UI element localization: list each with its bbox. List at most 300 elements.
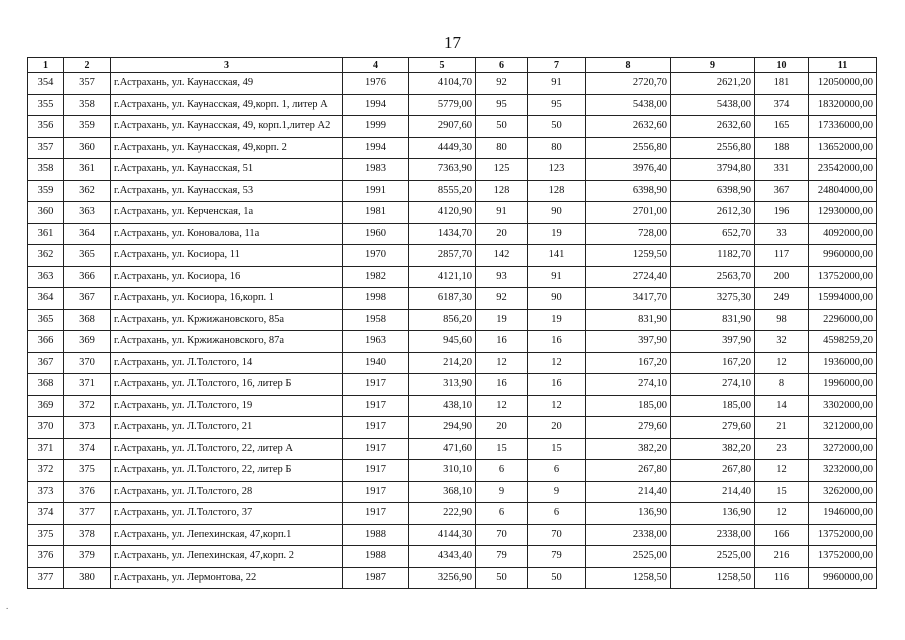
table-cell: 360	[64, 137, 111, 159]
table-row	[28, 481, 877, 503]
table-cell: 216	[755, 546, 809, 568]
table-cell: 374	[28, 503, 64, 525]
table-row	[28, 524, 877, 546]
table-cell: 377	[28, 567, 64, 589]
table-cell: 375	[64, 460, 111, 482]
table-cell: 222,90	[409, 503, 476, 525]
table-cell: 2563,70	[671, 266, 755, 288]
table-cell: 50	[476, 116, 528, 138]
table-cell: 368	[64, 309, 111, 331]
table-cell: 2724,40	[586, 266, 671, 288]
table-cell: 3272000,00	[809, 438, 877, 460]
table-cell: 382,20	[671, 438, 755, 460]
table-cell: 214,20	[409, 352, 476, 374]
table-cell: 1982	[343, 266, 409, 288]
table-cell: 359	[64, 116, 111, 138]
table-cell: 6	[476, 460, 528, 482]
column-header: 5	[409, 58, 476, 73]
table-row	[28, 137, 877, 159]
table-cell: 1988	[343, 524, 409, 546]
table-cell: 1936000,00	[809, 352, 877, 374]
table-cell: 371	[64, 374, 111, 396]
table-cell: 3976,40	[586, 159, 671, 181]
table-cell: г.Астрахань, ул. Лепехинская, 47,корп.1	[111, 524, 343, 546]
table-cell: 91	[528, 73, 586, 95]
table-cell: 21	[755, 417, 809, 439]
table-cell: г.Астрахань, ул. Л.Толстого, 28	[111, 481, 343, 503]
table-cell: 92	[476, 73, 528, 95]
table-cell: г.Астрахань, ул. Каунасская, 51	[111, 159, 343, 181]
table-cell: 279,60	[586, 417, 671, 439]
table-cell: 19	[528, 223, 586, 245]
table-cell: 13752000,00	[809, 266, 877, 288]
table-cell: 4104,70	[409, 73, 476, 95]
table-row	[28, 309, 877, 331]
table-cell: 136,90	[671, 503, 755, 525]
table-cell: 370	[28, 417, 64, 439]
table-cell: 3302000,00	[809, 395, 877, 417]
table-row	[28, 73, 877, 95]
table-cell: 2907,60	[409, 116, 476, 138]
table-row	[28, 352, 877, 374]
table-cell: 373	[64, 417, 111, 439]
table-cell: 1970	[343, 245, 409, 267]
table-cell: 2621,20	[671, 73, 755, 95]
table-cell: 4144,30	[409, 524, 476, 546]
column-header: 11	[809, 58, 877, 73]
table-cell: 16	[528, 374, 586, 396]
table-cell: 331	[755, 159, 809, 181]
table-cell: 200	[755, 266, 809, 288]
table-cell: 12	[476, 352, 528, 374]
table-cell: 16	[476, 331, 528, 353]
table-cell: 50	[528, 567, 586, 589]
table-cell: 167,20	[586, 352, 671, 374]
table-cell: 214,40	[586, 481, 671, 503]
table-cell: 15994000,00	[809, 288, 877, 310]
table-row	[28, 438, 877, 460]
table-cell: 3262000,00	[809, 481, 877, 503]
table-cell: 23	[755, 438, 809, 460]
table-cell: 4120,90	[409, 202, 476, 224]
table-cell: 20	[528, 417, 586, 439]
table-cell: 1960	[343, 223, 409, 245]
table-cell: 20	[476, 417, 528, 439]
table-cell: г.Астрахань, ул. Косиора, 16	[111, 266, 343, 288]
table-row	[28, 180, 877, 202]
table-cell: 17336000,00	[809, 116, 877, 138]
table-cell: 2525,00	[586, 546, 671, 568]
table-cell: 368,10	[409, 481, 476, 503]
table-cell: 379	[64, 546, 111, 568]
table-cell: 367	[755, 180, 809, 202]
table-cell: 3256,90	[409, 567, 476, 589]
table-row	[28, 159, 877, 181]
table-row	[28, 417, 877, 439]
table-cell: 359	[28, 180, 64, 202]
table-cell: г.Астрахань, ул. Л.Толстого, 14	[111, 352, 343, 374]
table-cell: 365	[64, 245, 111, 267]
table-cell: 3275,30	[671, 288, 755, 310]
table-cell: 214,40	[671, 481, 755, 503]
table-cell: 4092000,00	[809, 223, 877, 245]
page-number: 17	[444, 33, 461, 52]
table-row	[28, 395, 877, 417]
table-row	[28, 266, 877, 288]
table-cell: 5779,00	[409, 94, 476, 116]
table-cell: 24804000,00	[809, 180, 877, 202]
table-row	[28, 567, 877, 589]
column-header: 7	[528, 58, 586, 73]
table-cell: 1917	[343, 481, 409, 503]
table-cell: 376	[28, 546, 64, 568]
table-row	[28, 374, 877, 396]
table-cell: 15	[528, 438, 586, 460]
table-cell: г.Астрахань, ул. Л.Толстого, 16, литер Б	[111, 374, 343, 396]
table-cell: 4343,40	[409, 546, 476, 568]
table-cell: г.Астрахань, ул. Л.Толстого, 21	[111, 417, 343, 439]
table-cell: 3232000,00	[809, 460, 877, 482]
table-cell: 370	[64, 352, 111, 374]
table-cell: 12	[755, 503, 809, 525]
table-cell: 19	[528, 309, 586, 331]
table-cell: 1946000,00	[809, 503, 877, 525]
table-cell: 1994	[343, 94, 409, 116]
table-cell: 1983	[343, 159, 409, 181]
table-cell: 32	[755, 331, 809, 353]
table-cell: 2857,70	[409, 245, 476, 267]
table-cell: 4121,10	[409, 266, 476, 288]
table-cell: 831,90	[671, 309, 755, 331]
table-cell: 831,90	[586, 309, 671, 331]
table-cell: г.Астрахань, ул. Л.Толстого, 22, литер Б	[111, 460, 343, 482]
table-cell: г.Астрахань, ул. Косиора, 11	[111, 245, 343, 267]
table-cell: 356	[28, 116, 64, 138]
table-cell: 98	[755, 309, 809, 331]
table-body	[28, 73, 877, 589]
column-header: 3	[111, 58, 343, 73]
table-cell: 363	[64, 202, 111, 224]
table-cell: 1998	[343, 288, 409, 310]
table-cell: 1996000,00	[809, 374, 877, 396]
table-cell: 166	[755, 524, 809, 546]
table-cell: 92	[476, 288, 528, 310]
table-cell: 23542000,00	[809, 159, 877, 181]
table-cell: 397,90	[671, 331, 755, 353]
table-cell: 16	[476, 374, 528, 396]
column-header: 9	[671, 58, 755, 73]
table-cell: 1917	[343, 503, 409, 525]
table-cell: 1958	[343, 309, 409, 331]
table-cell: 371	[28, 438, 64, 460]
table-cell: 8555,20	[409, 180, 476, 202]
table-cell: 1994	[343, 137, 409, 159]
table-cell: 267,80	[671, 460, 755, 482]
table-cell: 185,00	[586, 395, 671, 417]
table-cell: 12050000,00	[809, 73, 877, 95]
table-row	[28, 245, 877, 267]
table-cell: 274,10	[671, 374, 755, 396]
table-cell: г.Астрахань, ул. Каунасская, 49, корп.1,литер А2	[111, 116, 343, 138]
table-cell: 362	[64, 180, 111, 202]
table-cell: 13752000,00	[809, 546, 877, 568]
table-cell: г.Астрахань, ул. Каунасская, 49,корп. 2	[111, 137, 343, 159]
table-cell: 1917	[343, 460, 409, 482]
table-cell: г.Астрахань, ул. Л.Толстого, 19	[111, 395, 343, 417]
table-cell: 2338,00	[671, 524, 755, 546]
table-cell: 369	[64, 331, 111, 353]
column-header-row	[28, 58, 877, 73]
table-cell: 141	[528, 245, 586, 267]
table-cell: 80	[528, 137, 586, 159]
table-cell: г.Астрахань, ул. Коновалова, 11а	[111, 223, 343, 245]
table-cell: 376	[64, 481, 111, 503]
table-cell: 15	[755, 481, 809, 503]
table-row	[28, 460, 877, 482]
table-cell: 1917	[343, 438, 409, 460]
table-cell: 5438,00	[671, 94, 755, 116]
table-cell: 1991	[343, 180, 409, 202]
table-cell: 3212000,00	[809, 417, 877, 439]
table-cell: 267,80	[586, 460, 671, 482]
table-cell: 9960000,00	[809, 567, 877, 589]
table-cell: 856,20	[409, 309, 476, 331]
table-cell: 91	[528, 266, 586, 288]
table-cell: 70	[528, 524, 586, 546]
table-cell: 1976	[343, 73, 409, 95]
table-cell: 1182,70	[671, 245, 755, 267]
table-cell: 364	[28, 288, 64, 310]
table-cell: г.Астрахань, ул. Кржижановского, 87а	[111, 331, 343, 353]
table-cell: 6	[528, 460, 586, 482]
table-cell: 358	[64, 94, 111, 116]
table-cell: 274,10	[586, 374, 671, 396]
table-cell: 1434,70	[409, 223, 476, 245]
table-cell: 50	[528, 116, 586, 138]
table-cell: 397,90	[586, 331, 671, 353]
table-cell: 117	[755, 245, 809, 267]
table-cell: 116	[755, 567, 809, 589]
table-cell: г.Астрахань, ул. Кржижановского, 85а	[111, 309, 343, 331]
table-cell: 1258,50	[586, 567, 671, 589]
table-cell: 372	[28, 460, 64, 482]
table-cell: 95	[528, 94, 586, 116]
table-cell: 378	[64, 524, 111, 546]
table-cell: 368	[28, 374, 64, 396]
table-cell: 6	[528, 503, 586, 525]
table-cell: 13752000,00	[809, 524, 877, 546]
table-cell: 93	[476, 266, 528, 288]
table-cell: 3794,80	[671, 159, 755, 181]
table-cell: 361	[28, 223, 64, 245]
table-cell: 1987	[343, 567, 409, 589]
table-cell: 2525,00	[671, 546, 755, 568]
table-cell: 1258,50	[671, 567, 755, 589]
table-cell: 70	[476, 524, 528, 546]
table-cell: 188	[755, 137, 809, 159]
table-row	[28, 116, 877, 138]
table-cell: 14	[755, 395, 809, 417]
table-cell: г.Астрахань, ул. Каунасская, 49,корп. 1, литер А	[111, 94, 343, 116]
table-cell: 79	[528, 546, 586, 568]
table-cell: г.Астрахань, ул. Косиора, 16,корп. 1	[111, 288, 343, 310]
table-cell: 367	[64, 288, 111, 310]
table-cell: 1917	[343, 417, 409, 439]
table-cell: 357	[64, 73, 111, 95]
table-cell: 196	[755, 202, 809, 224]
table-cell: г.Астрахань, ул. Каунасская, 53	[111, 180, 343, 202]
table-cell: 279,60	[671, 417, 755, 439]
table-cell: 6398,90	[586, 180, 671, 202]
table-cell: 6	[476, 503, 528, 525]
table-cell: 945,60	[409, 331, 476, 353]
table-cell: 1988	[343, 546, 409, 568]
table-cell: 9	[476, 481, 528, 503]
table-cell: 33	[755, 223, 809, 245]
table-cell: 652,70	[671, 223, 755, 245]
column-header: 8	[586, 58, 671, 73]
table-cell: 123	[528, 159, 586, 181]
table-cell: 294,90	[409, 417, 476, 439]
table-cell: 1259,50	[586, 245, 671, 267]
table-cell: 374	[755, 94, 809, 116]
table-row	[28, 503, 877, 525]
table-cell: 181	[755, 73, 809, 95]
table-cell: 360	[28, 202, 64, 224]
table-cell: 1940	[343, 352, 409, 374]
table-cell: 310,10	[409, 460, 476, 482]
table-cell: 142	[476, 245, 528, 267]
table-cell: 366	[64, 266, 111, 288]
table-cell: 372	[64, 395, 111, 417]
table-cell: 15	[476, 438, 528, 460]
table-cell: 1917	[343, 374, 409, 396]
table-cell: 2701,00	[586, 202, 671, 224]
table-cell: 2720,70	[586, 73, 671, 95]
table-cell: 128	[528, 180, 586, 202]
table-cell: г.Астрахань, ул. Каунасская, 49	[111, 73, 343, 95]
table-cell: 366	[28, 331, 64, 353]
table-cell: 2632,60	[586, 116, 671, 138]
table-cell: 5438,00	[586, 94, 671, 116]
table-cell: 125	[476, 159, 528, 181]
column-header: 6	[476, 58, 528, 73]
table-cell: г.Астрахань, ул. Л.Толстого, 37	[111, 503, 343, 525]
table-cell: 380	[64, 567, 111, 589]
housing-register-table	[27, 57, 877, 589]
table-cell: 12	[528, 395, 586, 417]
table-cell: 185,00	[671, 395, 755, 417]
table-cell: г.Астрахань, ул. Лепехинская, 47,корп. 2	[111, 546, 343, 568]
table-cell: 12	[528, 352, 586, 374]
table-cell: 363	[28, 266, 64, 288]
table-cell: 12	[476, 395, 528, 417]
table-cell: 50	[476, 567, 528, 589]
table-cell: 12	[755, 352, 809, 374]
table-cell: 471,60	[409, 438, 476, 460]
table-cell: 728,00	[586, 223, 671, 245]
table-cell: 361	[64, 159, 111, 181]
table-cell: 167,20	[671, 352, 755, 374]
table-cell: 6398,90	[671, 180, 755, 202]
table-row	[28, 94, 877, 116]
table-cell: 354	[28, 73, 64, 95]
table-cell: 249	[755, 288, 809, 310]
table-cell: 1917	[343, 395, 409, 417]
table-cell: 16	[528, 331, 586, 353]
table-cell: 90	[528, 288, 586, 310]
column-header: 4	[343, 58, 409, 73]
table-cell: 313,90	[409, 374, 476, 396]
table-cell: 362	[28, 245, 64, 267]
table-cell: 8	[755, 374, 809, 396]
table-cell: 358	[28, 159, 64, 181]
table-cell: 20	[476, 223, 528, 245]
table-cell: 91	[476, 202, 528, 224]
table-cell: 367	[28, 352, 64, 374]
table-cell: 1999	[343, 116, 409, 138]
table-cell: 12	[755, 460, 809, 482]
table-cell: 128	[476, 180, 528, 202]
table-cell: 4449,30	[409, 137, 476, 159]
table-cell: 80	[476, 137, 528, 159]
table-row	[28, 223, 877, 245]
table-cell: 357	[28, 137, 64, 159]
table-cell: 377	[64, 503, 111, 525]
table-cell: 4598259,20	[809, 331, 877, 353]
table-cell: 165	[755, 116, 809, 138]
table-cell: 364	[64, 223, 111, 245]
table-cell: 19	[476, 309, 528, 331]
table-cell: 438,10	[409, 395, 476, 417]
table-cell: 369	[28, 395, 64, 417]
margin-mark: .	[6, 601, 9, 611]
table-cell: 2612,30	[671, 202, 755, 224]
table-row	[28, 546, 877, 568]
table-cell: 2296000,00	[809, 309, 877, 331]
table-cell: 2556,80	[671, 137, 755, 159]
table-cell: 9960000,00	[809, 245, 877, 267]
table-cell: г.Астрахань, ул. Керченская, 1а	[111, 202, 343, 224]
table-row	[28, 331, 877, 353]
column-header: 2	[64, 58, 111, 73]
table-cell: 1981	[343, 202, 409, 224]
table-cell: 79	[476, 546, 528, 568]
table-cell: 3417,70	[586, 288, 671, 310]
table-cell: г.Астрахань, ул. Лермонтова, 22	[111, 567, 343, 589]
table-cell: 2338,00	[586, 524, 671, 546]
table-row	[28, 288, 877, 310]
table-cell: 2632,60	[671, 116, 755, 138]
table-cell: 365	[28, 309, 64, 331]
table-cell: 95	[476, 94, 528, 116]
table-cell: 12930000,00	[809, 202, 877, 224]
table-row	[28, 202, 877, 224]
column-header: 1	[28, 58, 64, 73]
table-cell: 13652000,00	[809, 137, 877, 159]
column-header: 10	[755, 58, 809, 73]
table-cell: 382,20	[586, 438, 671, 460]
table-cell: 90	[528, 202, 586, 224]
table-cell: г.Астрахань, ул. Л.Толстого, 22, литер А	[111, 438, 343, 460]
table-cell: 375	[28, 524, 64, 546]
table-cell: 136,90	[586, 503, 671, 525]
table-cell: 374	[64, 438, 111, 460]
table-cell: 6187,30	[409, 288, 476, 310]
table-cell: 7363,90	[409, 159, 476, 181]
table-cell: 18320000,00	[809, 94, 877, 116]
table-cell: 9	[528, 481, 586, 503]
